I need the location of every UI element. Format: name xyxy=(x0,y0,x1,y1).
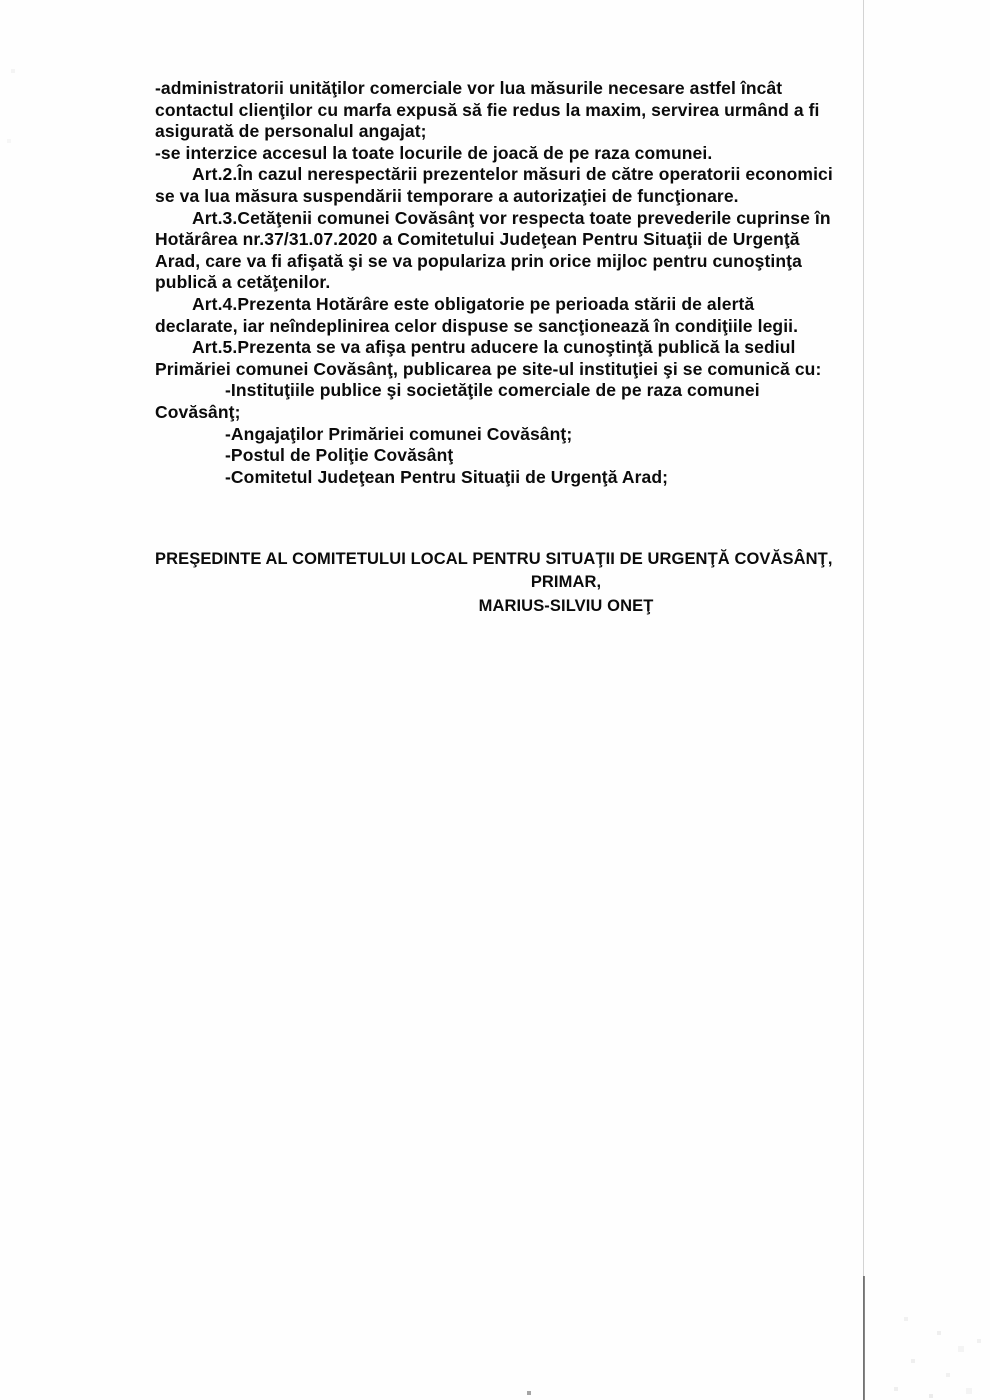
document-list-item: -Postul de Poliţie Covăsânţ xyxy=(225,445,454,466)
signature-title-line: PREŞEDINTE AL COMITETULUI LOCAL PENTRU SITUAŢII DE URGENŢĂ COVĂSÂNŢ, xyxy=(155,550,833,568)
scan-noise-speckles xyxy=(0,0,2,2)
document-line: publică a cetăţenilor. xyxy=(155,272,331,293)
scan-fold-line-bottom xyxy=(863,1276,865,1400)
document-list-item: -Angajaţilor Primăriei comunei Covăsânţ; xyxy=(225,423,573,444)
document-line: asigurată de personalul angajat; xyxy=(155,121,427,142)
document-line: -administratorii unităţilor comerciale vor lua măsurile necesare astfel încât xyxy=(155,78,783,98)
signature-name-line: MARIUS-SILVIU ONEŢ xyxy=(478,596,654,615)
document-line: contactul clienţilor cu marfa expusă să fie redus la maxim, servirea urmând a fi xyxy=(155,99,820,120)
signature-role-line: PRIMAR, xyxy=(530,573,602,592)
document-line: Covăsânţ; xyxy=(155,401,241,422)
scan-fold-line xyxy=(863,0,864,1400)
signature-block xyxy=(155,548,977,618)
document-line: Primăriei comunei Covăsânţ, publicarea pe site-ul instituţiei şi se comunică cu: xyxy=(155,358,822,379)
document-body-text xyxy=(155,78,960,488)
document-line: se va lua măsura suspendării temporare a autorizaţiei de funcţionare. xyxy=(155,185,739,206)
document-line-art5: Art.5.Prezenta se va afişa pentru aducere la cunoştinţă publică la sediul xyxy=(192,337,796,358)
document-list-item: -Instituţiile publice şi societăţile comerciale de pe raza comunei xyxy=(225,380,760,401)
document-line: Hotărârea nr.37/31.07.2020 a Comitetului Judeţean Pentru Situaţii de Urgenţă xyxy=(155,229,800,250)
document-line-art2: Art.2.În cazul nerespectării prezentelor măsuri de către operatorii economici xyxy=(192,164,833,185)
document-line: Arad, care va fi afişată şi se va populariza prin orice mijloc pentru cunoştinţa xyxy=(155,250,802,271)
document-line: declarate, iar neîndeplinirea celor dispuse se sancţionează în condiţiile legii. xyxy=(155,315,799,336)
document-line: -se interzice accesul la toate locurile de joacă de pe raza comunei. xyxy=(155,142,713,163)
document-line-art4: Art.4.Prezenta Hotărâre este obligatorie pe perioada stării de alertă xyxy=(192,293,755,314)
document-list-item: -Comitetul Judeţean Pentru Situaţii de Urgenţă Arad; xyxy=(225,466,669,487)
document-line-art3: Art.3.Cetăţenii comunei Covăsânţ vor respecta toate prevederile cuprinse în xyxy=(192,207,831,228)
